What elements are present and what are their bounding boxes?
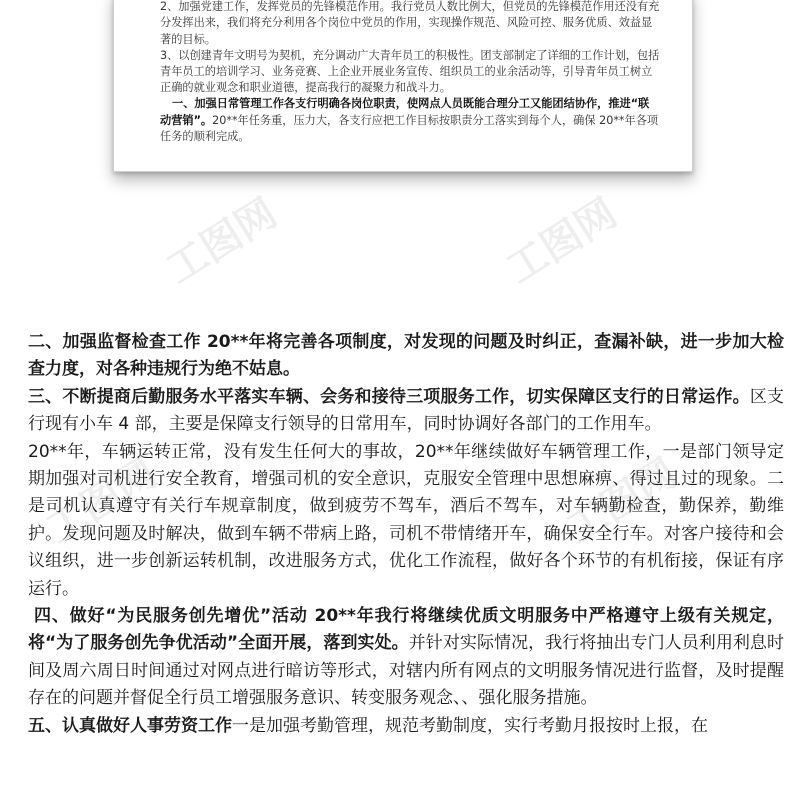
section-4-body: 并针对实际情况，我行将抽出专门人员利用利息时间及周六周日时间通过对网点进行暗访等形式，对辖内所有网点的文明服务情况进行监督，及时提醒存在的问题并督促全行员工增强服务意识、转变服务观念、、强化服务措施。: [28, 633, 784, 709]
preview-text: [160, 0, 660, 145]
section-5-body: 一是加强考勤管理，规范考勤制度，实行考勤月报按时上报，在: [232, 715, 708, 736]
section-4-paragraph: [28, 603, 784, 713]
section-3-heading: 三、不断提商后勤服务水平落实车辆、会务和接待三项服务工作，切实保障区支行的日常运作。: [28, 386, 750, 407]
document-preview-card: [113, 0, 693, 172]
watermark-text: 工图网: [498, 190, 625, 293]
preview-paragraph-3: 3、以创建青年文明号为契机，充分调动广大青年员工的积极性。团支部制定了详细的工作计划，包括青年员工的培训学习、业务竞赛、上企业开展业务宣传、组织员工的业余活动等，引导青年员工树立正确的就业观念和职业道德，提高我行的凝聚力和战斗力。: [160, 48, 660, 95]
section-4-heading: 四、做好“为民服务创先增优”活动 20**年我行将继续优质文明服务中严格遵守上级有关规定，将“为了服务创先争优活动”全面开展，落到实处。: [28, 606, 784, 654]
section-5-paragraph: [28, 713, 784, 740]
watermark-text: 工图网: [158, 190, 285, 293]
section-3-paragraph: [28, 384, 784, 439]
watermark-text: 工图网: [558, 450, 685, 553]
section-3-body: 区支行现有小车 4 部，主要是保障支行领导的日常用车，同时协调好各部门的工作用车。: [28, 386, 784, 435]
preview-paragraph-section-1: [160, 96, 660, 145]
vehicle-management-paragraph: 20**年，车辆运转正常，没有发生任何大的事故，20**年继续做好车辆管理工作，一是部门领导定期加强对司机进行安全教育，增强司机的安全意识，克服安全管理中思想麻痹、得过且过的现象。二是司机认真遵守有关行车规章制度，做到疲劳不驾车，酒后不驾车，对车辆勤检查，勤保养，勤维护。发现问题及时解决，做到车辆不带病上路，司机不带情绪开车，确保安全行车。对客户接待和会议组织，进一步创新运转机制，改进服务方式，优化工作流程，做好各个环节的有机衔接，保证有序运行。: [28, 441, 784, 599]
preview-section-heading: 一、加强日常管理工作各支行明确各岗位职责，使网点人员既能合理分工又能团结协作，推进“联动营销”。: [160, 97, 650, 127]
preview-paragraph-2: 2、加强党建工作，发挥党员的先锋模范作用。我行党员人数比例大，但党员的先锋模范作用还没有充分发挥出来，我们将充分利用各个岗位中党员的作用，实现操作规范、风险可控、服务优质、效益显著的目标。: [160, 0, 660, 46]
section-5-heading: 五、认真做好人事劳资工作: [28, 715, 232, 736]
watermark-text: 工图网: [38, 450, 165, 553]
preview-section-body: 20**年任务重，压力大，各支行应把工作目标按职责分工落实到每个人，确保 20**年各项任务的顺利完成。: [160, 113, 659, 143]
document-body: [28, 329, 784, 740]
section-2-paragraph: 二、加强监督检查工作 20**年将完善各项制度，对发现的问题及时纠正，查漏补缺，进一步加大检查力度，对各种违规行为绝不姑息。: [28, 332, 784, 380]
